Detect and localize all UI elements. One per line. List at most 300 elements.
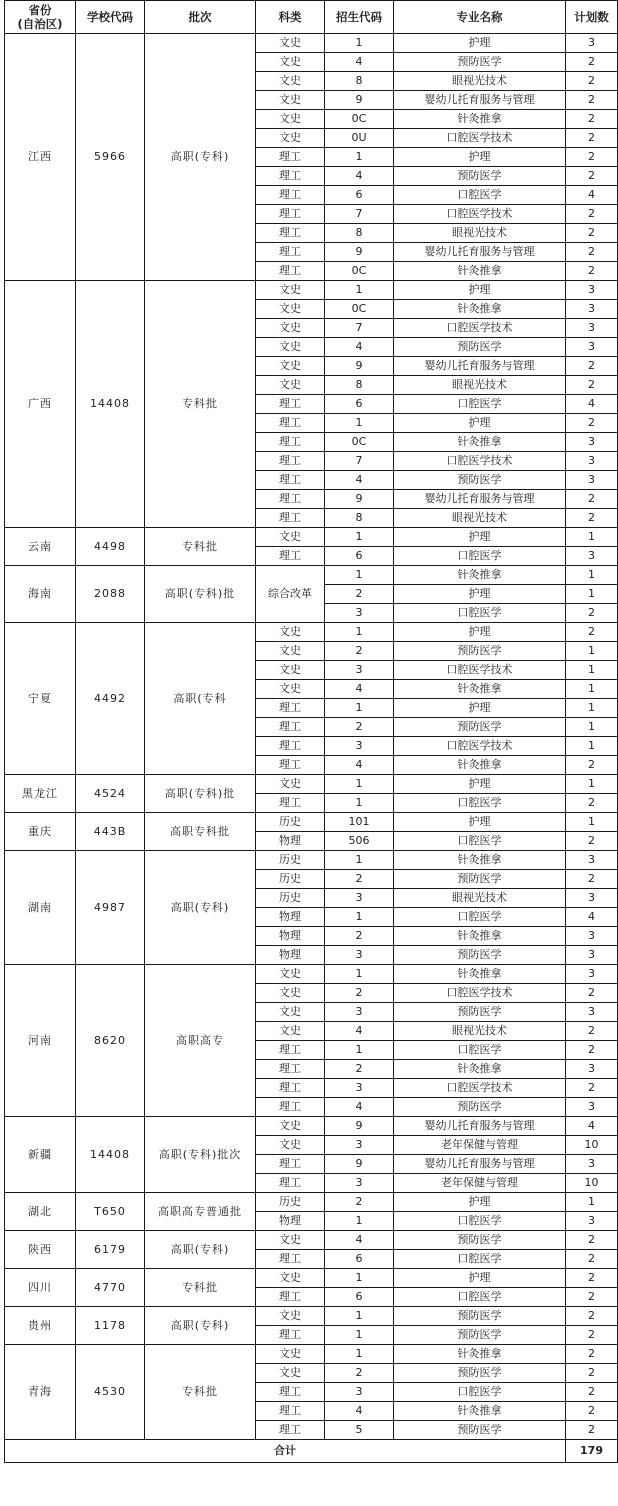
subject-cell: 文史 — [256, 642, 325, 661]
table-row — [5, 34, 618, 53]
major-cell: 口腔医学技术 — [394, 984, 566, 1003]
plan-count-cell: 4 — [566, 908, 618, 927]
enroll-code-cell: 1 — [325, 1326, 394, 1345]
enroll-code-cell: 1 — [325, 34, 394, 53]
enroll-code-cell: 2 — [325, 870, 394, 889]
enroll-code-cell: 1 — [325, 566, 394, 585]
enroll-code-cell: 2 — [325, 927, 394, 946]
enroll-code-cell: 1 — [325, 1345, 394, 1364]
plan-count-cell: 3 — [566, 965, 618, 984]
subject-cell: 文史 — [256, 965, 325, 984]
plan-count-cell: 2 — [566, 490, 618, 509]
plan-count-cell: 1 — [566, 642, 618, 661]
subject-cell: 理工 — [256, 1288, 325, 1307]
subject-cell: 理工 — [256, 243, 325, 262]
header-province — [5, 1, 76, 34]
subject-cell: 文史 — [256, 1307, 325, 1326]
total-value: 179 — [566, 1440, 618, 1463]
major-cell: 眼视光技术 — [394, 889, 566, 908]
enroll-code-cell: 1 — [325, 623, 394, 642]
major-cell: 针灸推拿 — [394, 965, 566, 984]
province-cell: 贵州 — [5, 1307, 76, 1345]
plan-count-cell: 2 — [566, 1307, 618, 1326]
table-row — [5, 566, 618, 585]
table-row — [5, 1345, 618, 1364]
plan-count-cell: 2 — [566, 832, 618, 851]
plan-count-cell: 2 — [566, 604, 618, 623]
enroll-code-cell: 1 — [325, 414, 394, 433]
plan-count-cell: 2 — [566, 357, 618, 376]
plan-count-cell: 1 — [566, 813, 618, 832]
major-cell: 针灸推拿 — [394, 262, 566, 281]
enroll-code-cell: 0C — [325, 300, 394, 319]
enroll-code-cell: 4 — [325, 1231, 394, 1250]
school-code-cell: 1178 — [76, 1307, 145, 1345]
major-cell: 护理 — [394, 585, 566, 604]
enroll-code-cell: 6 — [325, 186, 394, 205]
major-cell: 预防医学 — [394, 1307, 566, 1326]
subject-cell: 理工 — [256, 718, 325, 737]
plan-count-cell: 2 — [566, 1421, 618, 1440]
major-cell: 预防医学 — [394, 642, 566, 661]
table-body — [5, 34, 618, 1463]
major-cell: 口腔医学 — [394, 1383, 566, 1402]
major-cell: 针灸推拿 — [394, 1345, 566, 1364]
plan-count-cell: 2 — [566, 1079, 618, 1098]
school-code-cell: 4524 — [76, 775, 145, 813]
subject-cell: 理工 — [256, 186, 325, 205]
province-cell: 广西 — [5, 281, 76, 528]
enroll-code-cell: 4 — [325, 471, 394, 490]
plan-count-cell: 2 — [566, 984, 618, 1003]
province-cell: 海南 — [5, 566, 76, 623]
subject-cell: 理工 — [256, 1326, 325, 1345]
enroll-code-cell: 3 — [325, 946, 394, 965]
enroll-code-cell: 4 — [325, 53, 394, 72]
subject-cell: 理工 — [256, 471, 325, 490]
subject-cell: 理工 — [256, 547, 325, 566]
subject-cell: 理工 — [256, 1098, 325, 1117]
major-cell: 预防医学 — [394, 53, 566, 72]
enroll-code-cell: 7 — [325, 319, 394, 338]
province-cell: 陕西 — [5, 1231, 76, 1269]
province-cell: 河南 — [5, 965, 76, 1117]
major-cell: 口腔医学 — [394, 1288, 566, 1307]
plan-count-cell: 3 — [566, 946, 618, 965]
header-major: 专业名称 — [394, 1, 566, 34]
batch-cell: 专科批 — [145, 1269, 256, 1307]
enroll-code-cell: 2 — [325, 1060, 394, 1079]
province-cell: 重庆 — [5, 813, 76, 851]
enroll-code-cell: 8 — [325, 72, 394, 91]
major-cell: 预防医学 — [394, 1231, 566, 1250]
header-province-label: 省份 (自治区) — [17, 2, 63, 31]
major-cell: 护理 — [394, 281, 566, 300]
batch-cell: 高职(专科) — [145, 34, 256, 281]
major-cell: 口腔医学 — [394, 1041, 566, 1060]
school-code-cell: 4492 — [76, 623, 145, 775]
subject-cell: 文史 — [256, 775, 325, 794]
major-cell: 预防医学 — [394, 1326, 566, 1345]
enroll-code-cell: 4 — [325, 338, 394, 357]
plan-count-cell: 1 — [566, 775, 618, 794]
major-cell: 口腔医学 — [394, 794, 566, 813]
enroll-code-cell: 6 — [325, 395, 394, 414]
subject-cell: 物理 — [256, 908, 325, 927]
enroll-code-cell: 506 — [325, 832, 394, 851]
province-cell: 湖北 — [5, 1193, 76, 1231]
enroll-code-cell: 1 — [325, 965, 394, 984]
major-cell: 针灸推拿 — [394, 1402, 566, 1421]
school-code-cell: 2088 — [76, 566, 145, 623]
total-label: 合计 — [5, 1440, 566, 1463]
subject-cell: 历史 — [256, 851, 325, 870]
batch-cell: 高职(专科)批 — [145, 566, 256, 623]
plan-count-cell: 2 — [566, 1402, 618, 1421]
plan-count-cell: 2 — [566, 1326, 618, 1345]
subject-cell: 物理 — [256, 1212, 325, 1231]
enrollment-plan-table — [4, 0, 618, 1463]
major-cell: 眼视光技术 — [394, 224, 566, 243]
plan-count-cell: 3 — [566, 1155, 618, 1174]
plan-count-cell: 1 — [566, 528, 618, 547]
major-cell: 针灸推拿 — [394, 927, 566, 946]
major-cell: 口腔医学 — [394, 604, 566, 623]
subject-cell: 理工 — [256, 509, 325, 528]
enroll-code-cell: 0C — [325, 433, 394, 452]
major-cell: 针灸推拿 — [394, 433, 566, 452]
major-cell: 婴幼儿托育服务与管理 — [394, 243, 566, 262]
major-cell: 针灸推拿 — [394, 851, 566, 870]
enroll-code-cell: 101 — [325, 813, 394, 832]
enroll-code-cell: 3 — [325, 1174, 394, 1193]
batch-cell: 高职专科批 — [145, 813, 256, 851]
subject-cell: 物理 — [256, 832, 325, 851]
subject-cell: 文史 — [256, 1345, 325, 1364]
major-cell: 护理 — [394, 813, 566, 832]
enroll-code-cell: 2 — [325, 585, 394, 604]
major-cell: 口腔医学技术 — [394, 737, 566, 756]
subject-cell: 理工 — [256, 1174, 325, 1193]
plan-count-cell: 3 — [566, 471, 618, 490]
enroll-code-cell: 6 — [325, 547, 394, 566]
subject-cell: 理工 — [256, 1079, 325, 1098]
major-cell: 婴幼儿托育服务与管理 — [394, 490, 566, 509]
total-row — [5, 1440, 618, 1463]
plan-count-cell: 4 — [566, 395, 618, 414]
enroll-code-cell: 8 — [325, 509, 394, 528]
table-row — [5, 813, 618, 832]
plan-count-cell: 3 — [566, 300, 618, 319]
subject-cell: 理工 — [256, 1421, 325, 1440]
major-cell: 口腔医学技术 — [394, 129, 566, 148]
plan-count-cell: 1 — [566, 585, 618, 604]
subject-cell: 理工 — [256, 395, 325, 414]
plan-count-cell: 2 — [566, 129, 618, 148]
enroll-code-cell: 1 — [325, 794, 394, 813]
major-cell: 预防医学 — [394, 338, 566, 357]
subject-cell: 文史 — [256, 376, 325, 395]
enroll-code-cell: 1 — [325, 775, 394, 794]
enroll-code-cell: 2 — [325, 984, 394, 1003]
subject-cell: 历史 — [256, 1193, 325, 1212]
major-cell: 针灸推拿 — [394, 680, 566, 699]
major-cell: 针灸推拿 — [394, 1060, 566, 1079]
enroll-code-cell: 1 — [325, 1269, 394, 1288]
major-cell: 眼视光技术 — [394, 1022, 566, 1041]
plan-count-cell: 2 — [566, 376, 618, 395]
plan-count-cell: 2 — [566, 1250, 618, 1269]
school-code-cell: 14408 — [76, 1117, 145, 1193]
table-row — [5, 1117, 618, 1136]
school-code-cell: 443B — [76, 813, 145, 851]
batch-cell: 高职(专科)批次 — [145, 1117, 256, 1193]
plan-count-cell: 2 — [566, 509, 618, 528]
major-cell: 口腔医学 — [394, 395, 566, 414]
major-cell: 针灸推拿 — [394, 566, 566, 585]
plan-count-cell: 2 — [566, 794, 618, 813]
enroll-code-cell: 5 — [325, 1421, 394, 1440]
plan-count-cell: 2 — [566, 1364, 618, 1383]
table-row — [5, 281, 618, 300]
province-cell: 四川 — [5, 1269, 76, 1307]
major-cell: 眼视光技术 — [394, 72, 566, 91]
subject-cell: 文史 — [256, 1003, 325, 1022]
plan-count-cell: 2 — [566, 1231, 618, 1250]
subject-cell: 文史 — [256, 1117, 325, 1136]
batch-cell: 高职(专科) — [145, 851, 256, 965]
batch-cell: 高职高专 — [145, 965, 256, 1117]
enroll-code-cell: 3 — [325, 1079, 394, 1098]
plan-count-cell: 2 — [566, 1022, 618, 1041]
enroll-code-cell: 9 — [325, 243, 394, 262]
subject-cell: 理工 — [256, 490, 325, 509]
plan-count-cell: 2 — [566, 1383, 618, 1402]
subject-cell: 理工 — [256, 167, 325, 186]
plan-count-cell: 2 — [566, 623, 618, 642]
major-cell: 预防医学 — [394, 1364, 566, 1383]
subject-cell: 文史 — [256, 661, 325, 680]
enroll-code-cell: 3 — [325, 661, 394, 680]
plan-count-cell: 2 — [566, 148, 618, 167]
plan-count-cell: 3 — [566, 927, 618, 946]
major-cell: 婴幼儿托育服务与管理 — [394, 91, 566, 110]
enroll-code-cell: 3 — [325, 737, 394, 756]
enroll-code-cell: 8 — [325, 376, 394, 395]
school-code-cell: 4498 — [76, 528, 145, 566]
major-cell: 口腔医学 — [394, 1212, 566, 1231]
header-row — [5, 1, 618, 34]
batch-cell: 专科批 — [145, 281, 256, 528]
subject-cell: 物理 — [256, 946, 325, 965]
subject-cell: 物理 — [256, 927, 325, 946]
plan-count-cell: 4 — [566, 186, 618, 205]
batch-cell: 高职(专科) — [145, 1307, 256, 1345]
batch-cell: 专科批 — [145, 528, 256, 566]
plan-count-cell: 3 — [566, 1003, 618, 1022]
enroll-code-cell: 1 — [325, 148, 394, 167]
major-cell: 预防医学 — [394, 167, 566, 186]
plan-count-cell: 3 — [566, 1212, 618, 1231]
plan-count-cell: 2 — [566, 1041, 618, 1060]
subject-cell: 文史 — [256, 528, 325, 547]
plan-count-cell: 3 — [566, 338, 618, 357]
enroll-code-cell: 9 — [325, 1117, 394, 1136]
enroll-code-cell: 3 — [325, 889, 394, 908]
province-cell: 宁夏 — [5, 623, 76, 775]
major-cell: 护理 — [394, 623, 566, 642]
province-cell: 江西 — [5, 34, 76, 281]
table-row — [5, 1193, 618, 1212]
table-row — [5, 1231, 618, 1250]
enroll-code-cell: 3 — [325, 604, 394, 623]
header-school-code: 学校代码 — [76, 1, 145, 34]
plan-count-cell: 2 — [566, 72, 618, 91]
major-cell: 老年保健与管理 — [394, 1174, 566, 1193]
major-cell: 护理 — [394, 414, 566, 433]
plan-count-cell: 1 — [566, 699, 618, 718]
plan-count-cell: 3 — [566, 281, 618, 300]
plan-count-cell: 1 — [566, 661, 618, 680]
enroll-code-cell: 1 — [325, 851, 394, 870]
plan-count-cell: 3 — [566, 34, 618, 53]
major-cell: 口腔医学 — [394, 832, 566, 851]
plan-count-cell: 3 — [566, 547, 618, 566]
enroll-code-cell: 1 — [325, 699, 394, 718]
major-cell: 护理 — [394, 1269, 566, 1288]
plan-count-cell: 3 — [566, 851, 618, 870]
batch-cell: 高职高专普通批 — [145, 1193, 256, 1231]
major-cell: 口腔医学 — [394, 547, 566, 566]
plan-count-cell: 3 — [566, 1060, 618, 1079]
major-cell: 口腔医学技术 — [394, 661, 566, 680]
school-code-cell: 8620 — [76, 965, 145, 1117]
plan-count-cell: 10 — [566, 1136, 618, 1155]
subject-cell: 综合改革 — [256, 566, 325, 623]
subject-cell: 文史 — [256, 680, 325, 699]
subject-cell: 理工 — [256, 433, 325, 452]
subject-cell: 文史 — [256, 319, 325, 338]
major-cell: 护理 — [394, 1193, 566, 1212]
enroll-code-cell: 9 — [325, 1155, 394, 1174]
major-cell: 预防医学 — [394, 1421, 566, 1440]
plan-count-cell: 3 — [566, 889, 618, 908]
plan-count-cell: 10 — [566, 1174, 618, 1193]
major-cell: 口腔医学技术 — [394, 1079, 566, 1098]
enroll-code-cell: 4 — [325, 167, 394, 186]
enroll-code-cell: 3 — [325, 1136, 394, 1155]
enroll-code-cell: 0C — [325, 262, 394, 281]
enroll-code-cell: 9 — [325, 490, 394, 509]
major-cell: 眼视光技术 — [394, 509, 566, 528]
province-cell: 黑龙江 — [5, 775, 76, 813]
plan-count-cell: 3 — [566, 452, 618, 471]
header-batch: 批次 — [145, 1, 256, 34]
subject-cell: 理工 — [256, 414, 325, 433]
major-cell: 护理 — [394, 34, 566, 53]
school-code-cell: T650 — [76, 1193, 145, 1231]
plan-count-cell: 3 — [566, 433, 618, 452]
major-cell: 眼视光技术 — [394, 376, 566, 395]
table-row — [5, 775, 618, 794]
subject-cell: 历史 — [256, 889, 325, 908]
school-code-cell: 4987 — [76, 851, 145, 965]
subject-cell: 理工 — [256, 205, 325, 224]
enroll-code-cell: 2 — [325, 1364, 394, 1383]
batch-cell: 高职(专科)批 — [145, 775, 256, 813]
subject-cell: 文史 — [256, 91, 325, 110]
table-row — [5, 965, 618, 984]
major-cell: 预防医学 — [394, 946, 566, 965]
enroll-code-cell: 6 — [325, 1250, 394, 1269]
subject-cell: 理工 — [256, 148, 325, 167]
enroll-code-cell: 4 — [325, 1098, 394, 1117]
enroll-code-cell: 1 — [325, 1307, 394, 1326]
enroll-code-cell: 1 — [325, 908, 394, 927]
plan-count-cell: 2 — [566, 414, 618, 433]
header-enroll-code: 招生代码 — [325, 1, 394, 34]
major-cell: 针灸推拿 — [394, 110, 566, 129]
enroll-code-cell: 1 — [325, 528, 394, 547]
subject-cell: 理工 — [256, 1250, 325, 1269]
subject-cell: 文史 — [256, 300, 325, 319]
header-plan: 计划数 — [566, 1, 618, 34]
plan-count-cell: 2 — [566, 91, 618, 110]
enroll-code-cell: 2 — [325, 718, 394, 737]
subject-cell: 理工 — [256, 1402, 325, 1421]
province-cell: 云南 — [5, 528, 76, 566]
subject-cell: 文史 — [256, 1136, 325, 1155]
subject-cell: 文史 — [256, 129, 325, 148]
subject-cell: 文史 — [256, 1231, 325, 1250]
enroll-code-cell: 2 — [325, 1193, 394, 1212]
plan-count-cell: 2 — [566, 756, 618, 775]
plan-count-cell: 2 — [566, 205, 618, 224]
plan-count-cell: 3 — [566, 1098, 618, 1117]
table-row — [5, 1307, 618, 1326]
major-cell: 口腔医学技术 — [394, 452, 566, 471]
enroll-code-cell: 4 — [325, 756, 394, 775]
enroll-code-cell: 9 — [325, 91, 394, 110]
subject-cell: 文史 — [256, 984, 325, 1003]
subject-cell: 文史 — [256, 34, 325, 53]
school-code-cell: 5966 — [76, 34, 145, 281]
enroll-code-cell: 0C — [325, 110, 394, 129]
major-cell: 口腔医学 — [394, 1250, 566, 1269]
enroll-code-cell: 3 — [325, 1383, 394, 1402]
subject-cell: 历史 — [256, 870, 325, 889]
enroll-code-cell: 4 — [325, 1022, 394, 1041]
subject-cell: 理工 — [256, 262, 325, 281]
subject-cell: 文史 — [256, 281, 325, 300]
major-cell: 护理 — [394, 699, 566, 718]
school-code-cell: 6179 — [76, 1231, 145, 1269]
plan-count-cell: 2 — [566, 167, 618, 186]
subject-cell: 理工 — [256, 224, 325, 243]
plan-count-cell: 2 — [566, 1269, 618, 1288]
subject-cell: 文史 — [256, 338, 325, 357]
table-row — [5, 851, 618, 870]
enroll-code-cell: 9 — [325, 357, 394, 376]
major-cell: 预防医学 — [394, 870, 566, 889]
major-cell: 婴幼儿托育服务与管理 — [394, 1155, 566, 1174]
subject-cell: 文史 — [256, 72, 325, 91]
plan-count-cell: 2 — [566, 224, 618, 243]
major-cell: 预防医学 — [394, 718, 566, 737]
major-cell: 针灸推拿 — [394, 300, 566, 319]
major-cell: 婴幼儿托育服务与管理 — [394, 1117, 566, 1136]
enroll-code-cell: 0U — [325, 129, 394, 148]
